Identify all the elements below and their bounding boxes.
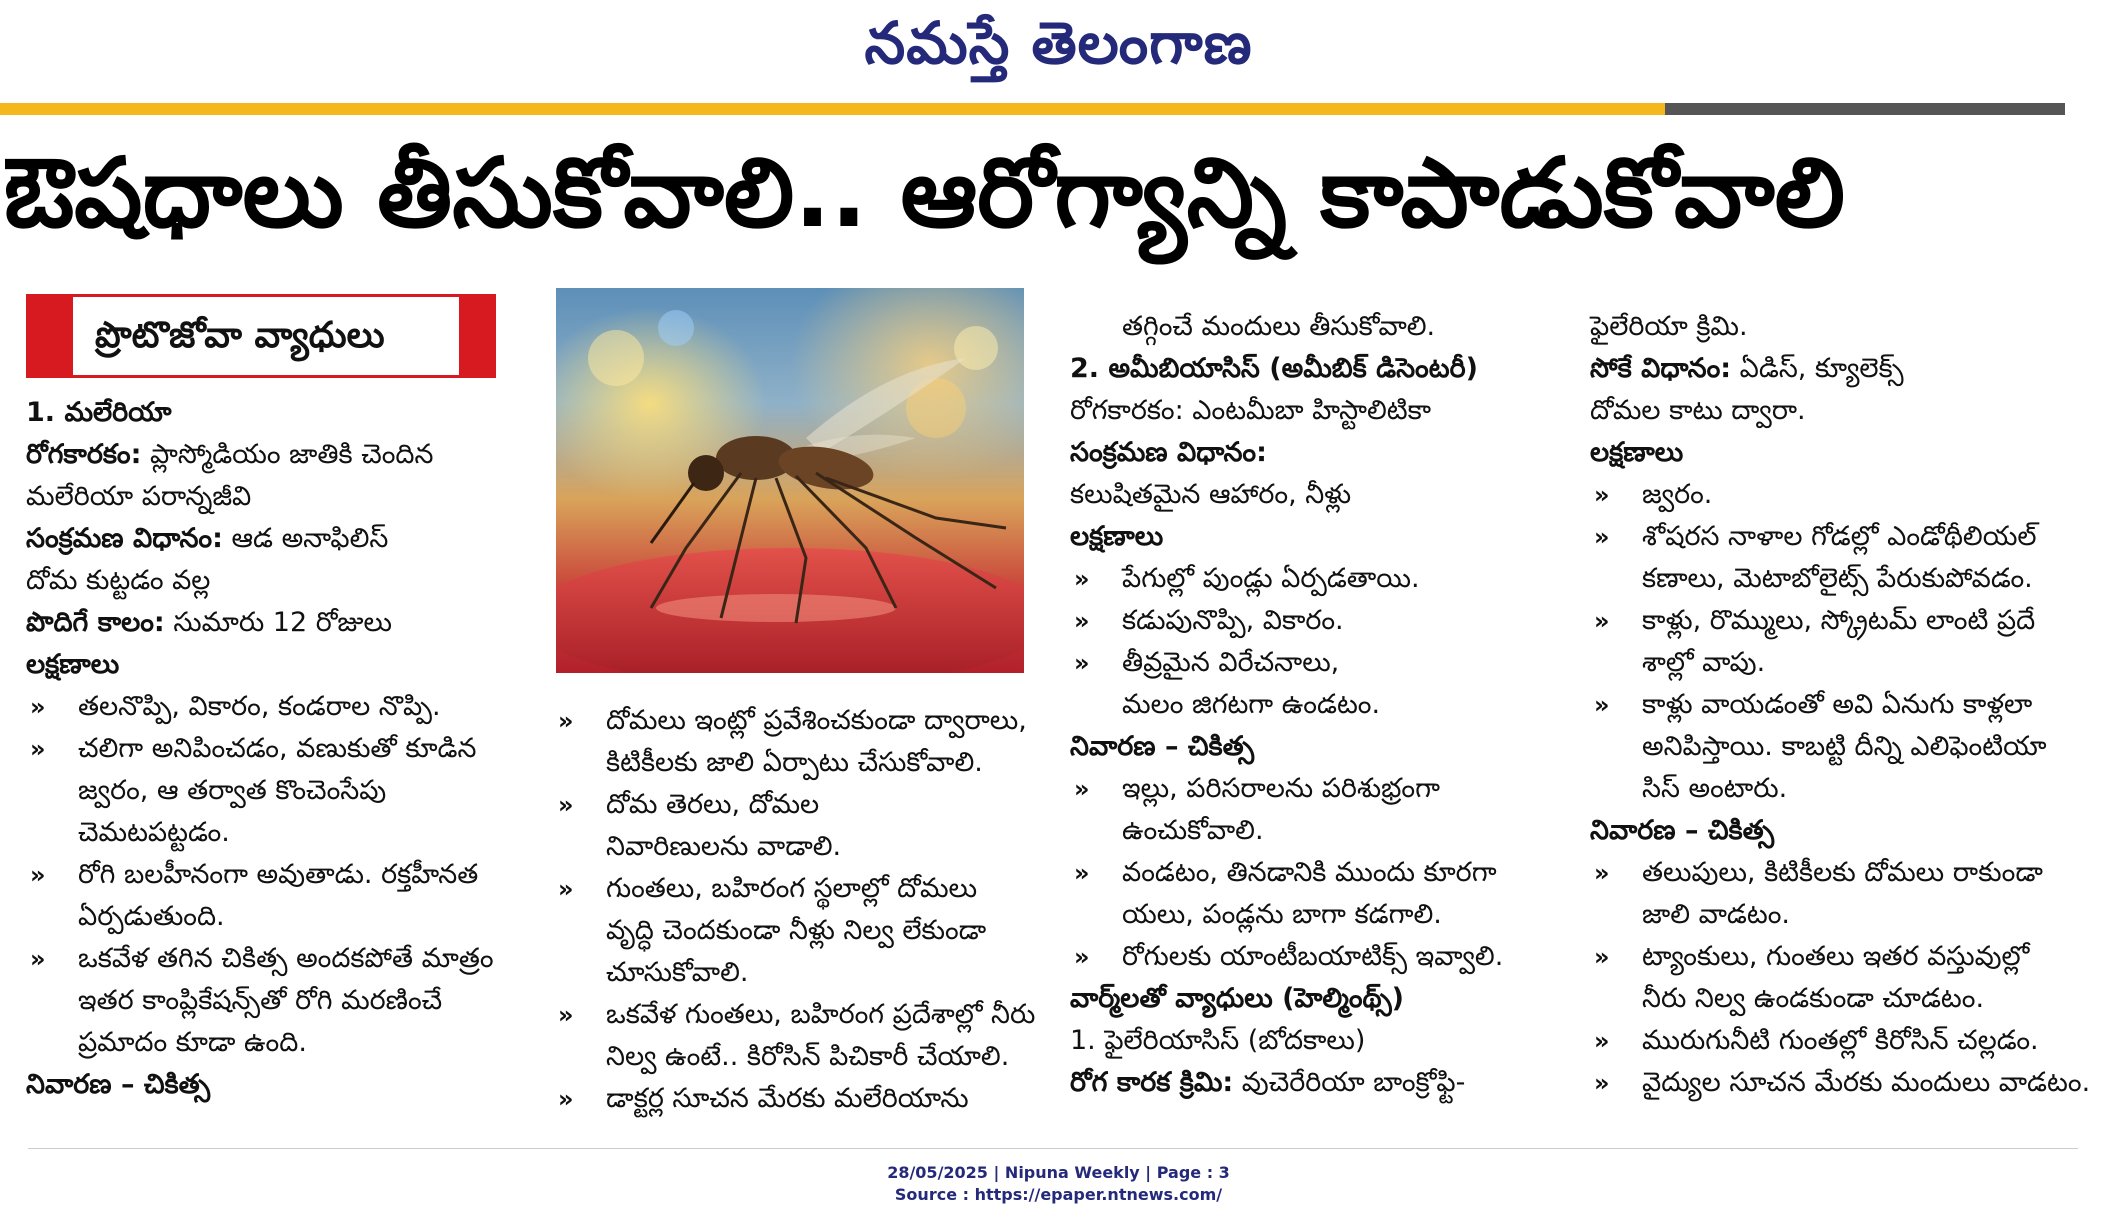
bullet-continuation: ఉంచుకోవాలి. [1122, 815, 1264, 846]
bullet-continuation: వృద్ధి చెందకుండా నీళ్లు నిల్వ లేకుండా [606, 915, 987, 946]
text-line: మలేరియా పరాన్నజీవి [26, 481, 252, 512]
text-line [1070, 1062, 1550, 1104]
section-bar-left [29, 297, 73, 375]
bullet-text: వండటం, తినడానికి ముందు కూరగా [1122, 857, 1497, 888]
bullet-text: కడుపునొప్పి, వికారం. [1122, 605, 1344, 636]
bullet-continuation: నీరు నిల్వ ఉండకుండా చూడటం. [1642, 983, 1985, 1014]
bullet-item [26, 728, 506, 770]
text-line [26, 434, 506, 476]
bullet-text: చలిగా అనిపించడం, వణుకుతో కూడిన [78, 733, 477, 764]
label: సంక్రమణ విధానం: [26, 523, 223, 554]
column-3 [1070, 306, 1550, 1104]
bullet-item [1590, 474, 2070, 516]
bullet-item [554, 784, 1024, 826]
section-title-box [26, 294, 496, 378]
bullet-arrow-icon: » [1074, 565, 1090, 593]
bullet-arrow-icon: » [30, 861, 46, 889]
bullet-item [1590, 852, 2070, 894]
section-bar-right [459, 297, 493, 375]
disease-heading-malaria: 1. మలేరియా [26, 397, 172, 428]
bullet-text: గుంతలు, బహిరంగ స్థలాల్లో దోమలు [606, 873, 978, 904]
bullet-continuation: ప్రమాదం కూడా ఉంది. [78, 1027, 307, 1058]
bullet-item [1070, 936, 1550, 978]
masthead [0, 8, 2117, 78]
subheading-symptoms: లక్షణాలు [1070, 521, 1164, 552]
text-line: తగ్గించే మందులు తీసుకోవాలి. [1122, 311, 1436, 342]
value: సుమారు 12 రోజులు [164, 607, 393, 638]
bullet-arrow-icon: » [1594, 943, 1610, 971]
text-line [1590, 348, 2070, 390]
bullet-item [1070, 852, 1550, 894]
bullet-continuation: నిల్వ ఉంటే.. కిరోసిన్ పిచికారీ చేయాలి. [606, 1041, 1010, 1072]
bullet-item [554, 1078, 1024, 1120]
bullet-item [554, 994, 1036, 1036]
bullet-continuation: ఏర్పడుతుంది. [78, 901, 225, 932]
bullet-continuation: చూసుకోవాలి. [606, 957, 749, 988]
bullet-arrow-icon: » [558, 875, 574, 903]
bullet-text: ఒకవేళ తగిన చికిత్స అందకపోతే మాత్రం [78, 943, 494, 974]
bullet-arrow-icon: » [1074, 943, 1090, 971]
subheading-prevention: నివారణ – చికిత్స [26, 1069, 211, 1100]
value: ప్లాస్మోడియం జాతికి చెందిన [141, 439, 434, 470]
bullet-arrow-icon: » [1074, 649, 1090, 677]
subheading-symptoms: లక్షణాలు [1590, 437, 1684, 468]
bullet-text: పేగుల్లో పుండ్లు ఏర్పడతాయి. [1122, 563, 1420, 594]
bullet-continuation: అనిపిస్తాయి. కాబట్టి దీన్ని ఎలిఫెంటియా [1642, 731, 2047, 762]
masthead-logo: నమస్తే తెలంగాణ [864, 9, 1253, 77]
bullet-text: రోగులకు యాంటీబయాటిక్స్ ఇవ్వాలి. [1122, 941, 1504, 972]
accent-band-dark [1665, 103, 2065, 115]
footer-date-page: 28/05/2025 | Nipuna Weekly | Page : 3 [887, 1163, 1230, 1182]
text-line: దోమ కుట్టడం వల్ల [26, 565, 211, 596]
subheading-helminths: వార్మ్‌లతో వ్యాధులు (హెల్మింథ్స్) [1070, 983, 1405, 1014]
mosquito-icon [556, 288, 1024, 673]
bullet-item [1070, 768, 1550, 810]
bullet-item [1070, 600, 1550, 642]
bullet-text: కాళ్లు వాయడంతో అవి ఏనుగు కాళ్లలా [1642, 689, 2033, 720]
bullet-arrow-icon: » [1594, 1069, 1610, 1097]
value: వుచెరేరియా బాంక్రోఫ్టి- [1233, 1067, 1466, 1098]
bullet-continuation: సిస్ అంటారు. [1642, 773, 1788, 804]
bullet-continuation: జ్వరం, ఆ తర్వాత కొంచెంసేపు [78, 775, 387, 806]
bullet-text: రోగి బలహీనంగా అవుతాడు. రక్తహీనత [78, 859, 479, 890]
label: రోగకారకం: [26, 439, 142, 470]
text-line: కలుషితమైన ఆహారం, నీళ్లు [1070, 479, 1352, 510]
bullet-arrow-icon: » [30, 735, 46, 763]
column-1 [26, 392, 506, 1106]
mosquito-photo [556, 288, 1024, 673]
bullet-continuation: కణాలు, మెటాబోలైట్స్ పేరుకుపోవడం. [1642, 563, 2033, 594]
footer-divider [28, 1148, 2078, 1149]
bullet-arrow-icon: » [1074, 859, 1090, 887]
bullet-continuation: నివారిణులను వాడాలి. [606, 831, 842, 862]
bullet-arrow-icon: » [1594, 607, 1610, 635]
value: ఏడిస్, క్యూలెక్స్ [1731, 353, 1904, 384]
text-line [26, 518, 506, 560]
bullet-continuation: జాలి వాడటం. [1642, 899, 1791, 930]
disease-heading-filariasis: 1. ఫైలేరియాసిస్ (బోదకాలు) [1070, 1025, 1366, 1056]
label: రోగ కారక క్రిమి: [1070, 1067, 1234, 1098]
text-line: రోగకారకం: ఎంటమీబా హిస్టాలిటికా [1070, 395, 1432, 426]
bullet-text: డాక్టర్ల సూచన మేరకు మలేరియాను [606, 1083, 969, 1114]
bullet-item [1070, 558, 1550, 600]
bullet-arrow-icon: » [1594, 481, 1610, 509]
bullet-text: తలనొప్పి, వికారం, కండరాల నొప్పి. [78, 691, 441, 722]
bullet-continuation: చెమటపట్టడం. [78, 817, 230, 848]
text-line [26, 602, 506, 644]
bullet-continuation: శాల్లో వాపు. [1642, 647, 1766, 678]
bullet-item [26, 938, 506, 980]
text-line: ఫైలేరియా క్రిమి. [1590, 311, 1748, 342]
bullet-item [1070, 642, 1550, 684]
bullet-item [554, 700, 1027, 742]
bullet-item [554, 868, 1024, 910]
bullet-text: కాళ్లు, రొమ్ములు, స్క్రోటమ్ లాంటి ప్రదే [1642, 605, 2036, 636]
bullet-continuation: యలు, పండ్లను బాగా కడగాలి. [1122, 899, 1442, 930]
bullet-arrow-icon: » [1074, 775, 1090, 803]
bullet-arrow-icon: » [30, 945, 46, 973]
text-line: సంక్రమణ విధానం: [1070, 437, 1267, 468]
bullet-continuation: మలం జిగటగా ఉండటం. [1122, 689, 1381, 720]
label: సోకే విధానం: [1590, 353, 1732, 384]
bullet-arrow-icon: » [558, 791, 574, 819]
bullet-item [1590, 936, 2070, 978]
bullet-text: ఇల్లు, పరిసరాలను పరిశుభ్రంగా [1122, 773, 1440, 804]
value: ఆడ అనాఫిలిస్ [222, 523, 389, 554]
bullet-continuation: ఇతర కాంప్లికేషన్స్‌తో రోగి మరణించే [78, 985, 443, 1016]
bullet-arrow-icon: » [1074, 607, 1090, 635]
bullet-item [1590, 684, 2070, 726]
bullet-continuation: కిటికీలకు జాలి ఏర్పాటు చేసుకోవాలి. [606, 747, 983, 778]
bullet-text: ఒకవేళ గుంతలు, బహిరంగ ప్రదేశాల్లో నీరు [606, 999, 1036, 1030]
bullet-item [1590, 600, 2070, 642]
bullet-text: దోమ తెరలు, దోమల [606, 789, 820, 820]
bullet-item [1590, 516, 2070, 558]
bullet-text: జ్వరం. [1642, 479, 1713, 510]
bullet-arrow-icon: » [1594, 859, 1610, 887]
bullet-item [1590, 1062, 2091, 1104]
bullet-text: శోషరస నాళాల గోడల్లో ఎండోథీలియల్ [1642, 521, 2037, 552]
bullet-item [26, 686, 506, 728]
bullet-item [26, 854, 506, 896]
subheading-prevention: నివారణ – చికిత్స [1070, 731, 1255, 762]
bullet-arrow-icon: » [558, 1085, 574, 1113]
section-title: ప్రొటొజోవా వ్యాధులు [95, 315, 385, 356]
bullet-arrow-icon: » [1594, 523, 1610, 551]
subheading-symptoms: లక్షణాలు [26, 649, 120, 680]
bullet-text: మురుగునీటి గుంతల్లో కిరోసిన్ చల్లడం. [1642, 1025, 2039, 1056]
label: పొదిగే కాలం: [26, 607, 165, 638]
footer-source-link[interactable]: Source : https://epaper.ntnews.com/ [894, 1185, 1223, 1204]
text-line: దోమల కాటు ద్వారా. [1590, 395, 1806, 426]
subheading-prevention: నివారణ – చికిత్స [1590, 815, 1775, 846]
bullet-text: దోమలు ఇంట్లో ప్రవేశించకుండా ద్వారాలు, [606, 705, 1027, 736]
bullet-arrow-icon: » [30, 693, 46, 721]
footer [0, 1162, 2117, 1206]
column-4 [1590, 306, 2091, 1104]
bullet-text: తీవ్రమైన విరేచనాలు, [1122, 647, 1340, 678]
column-2 [554, 700, 1036, 1120]
bullet-text: తలుపులు, కిటికీలకు దోమలు రాకుండా [1642, 857, 2043, 888]
bullet-text: ట్యాంకులు, గుంతలు ఇతర వస్తువుల్లో [1642, 941, 2030, 972]
disease-heading-amoebiasis: 2. అమీబియాసిస్ (అమీబిక్ డిసెంటరీ) [1070, 353, 1478, 384]
bullet-arrow-icon: » [1594, 1027, 1610, 1055]
bullet-arrow-icon: » [1594, 691, 1610, 719]
bullet-item [1590, 1020, 2070, 1062]
bullet-text: వైద్యుల సూచన మేరకు మందులు వాడటం. [1642, 1067, 2091, 1098]
bullet-arrow-icon: » [558, 1001, 574, 1029]
headline: ఔషధాలు తీసుకోవాలి.. ఆరోగ్యాన్ని కాపాడుకోవాలి [4, 137, 1846, 249]
bullet-arrow-icon: » [558, 707, 574, 735]
